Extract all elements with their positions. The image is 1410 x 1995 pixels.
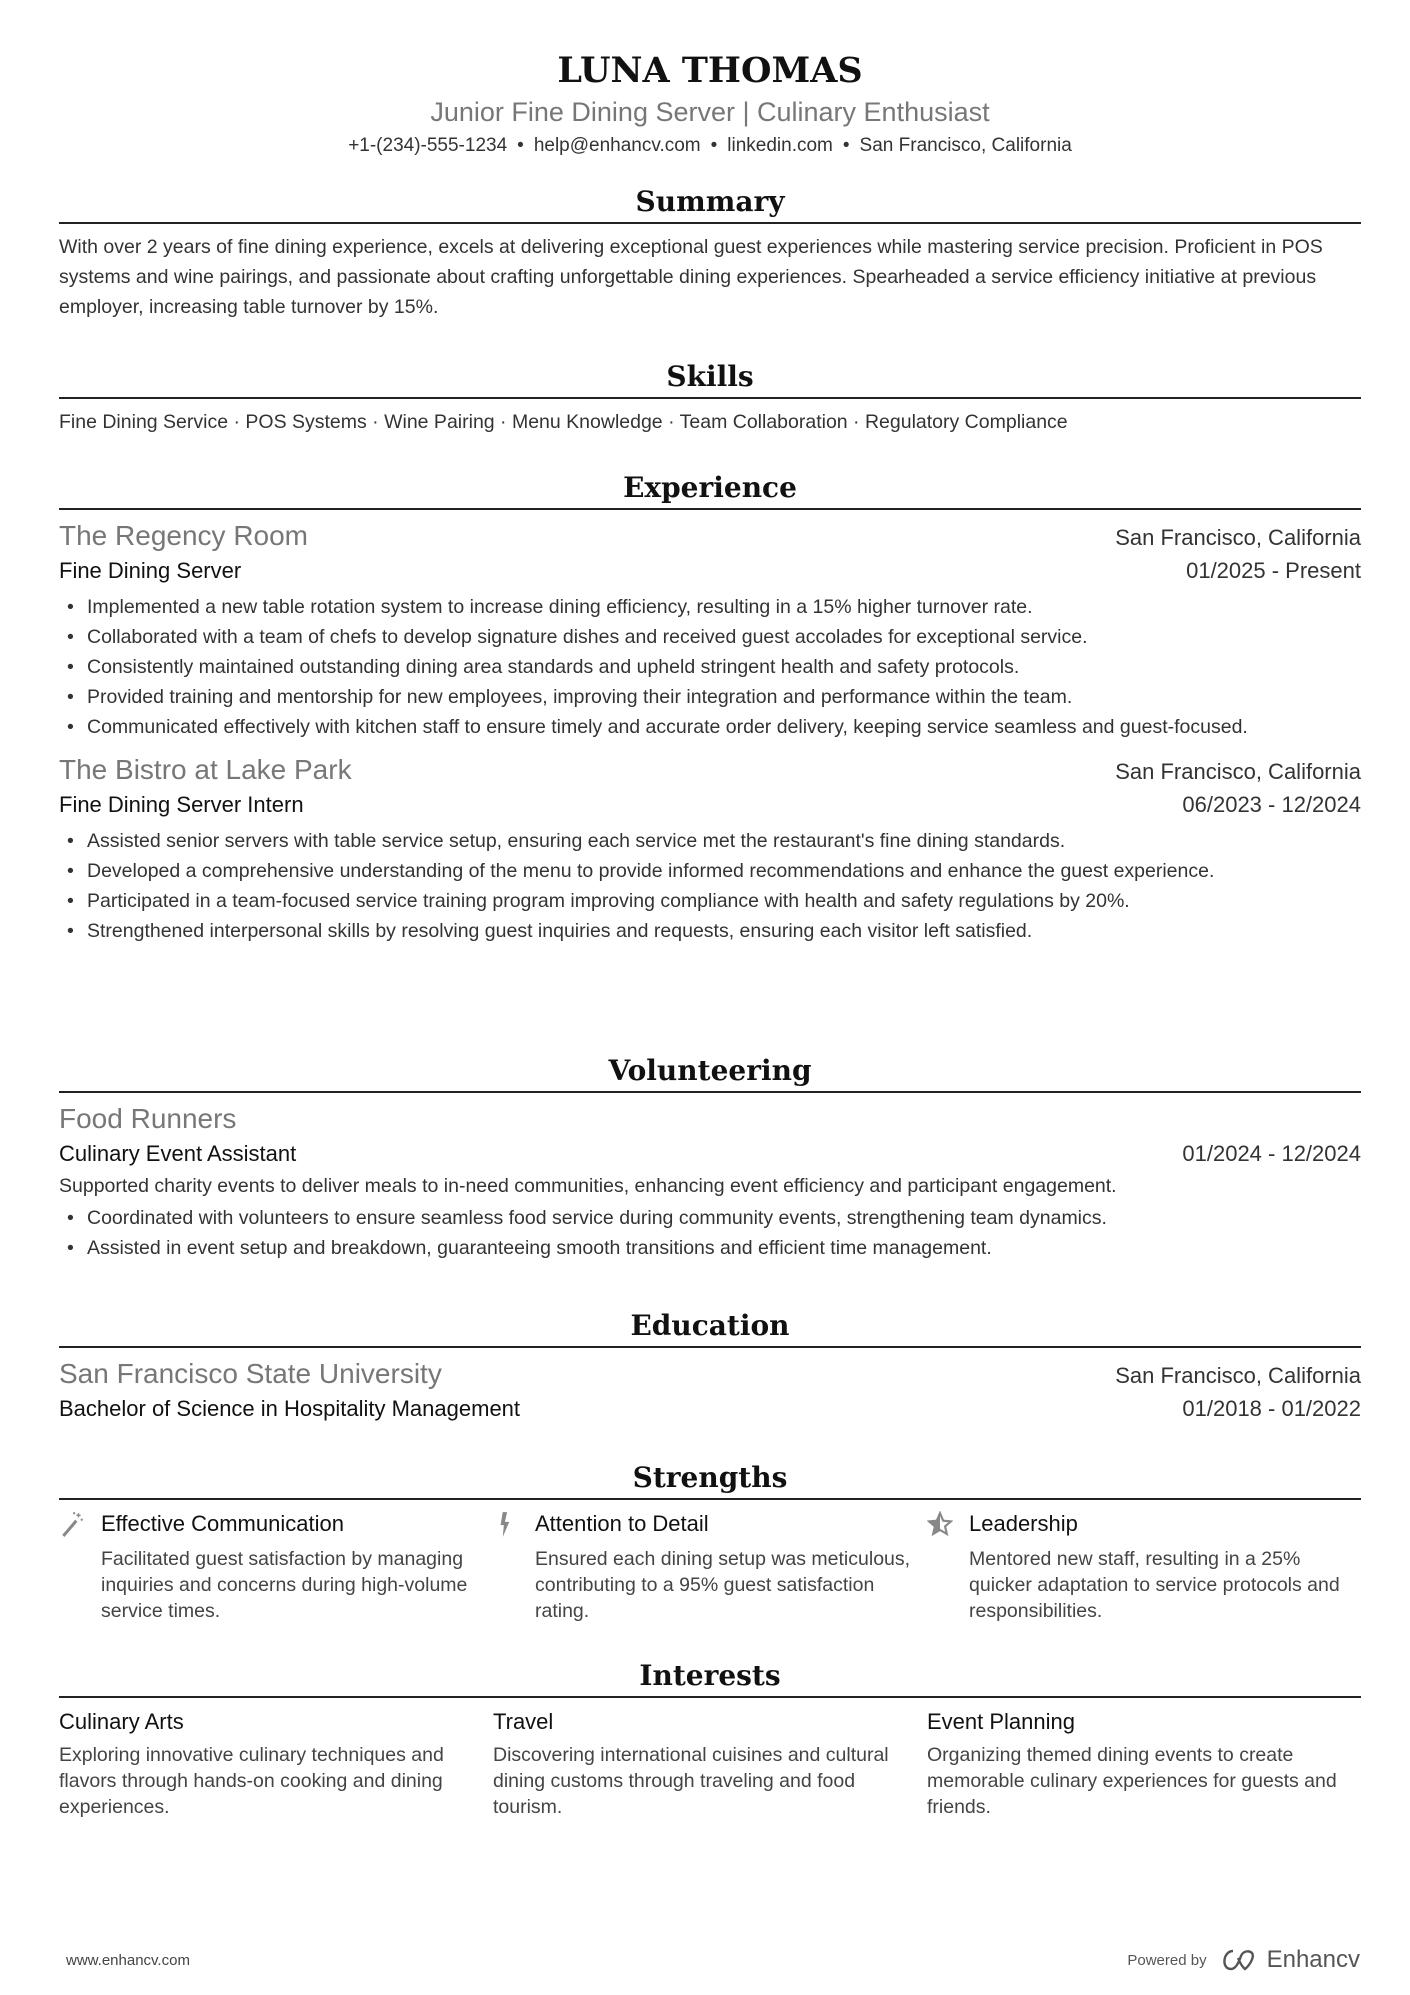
volunteering-section	[59, 1051, 1361, 1263]
education-dates: 01/2018 - 01/2022	[1182, 1396, 1361, 1421]
section-heading: Summary	[635, 185, 785, 218]
bullet: • Assisted in event setup and breakdown, guaranteeing smooth transitions and efficient time management.	[59, 1233, 1361, 1263]
bullet: • Strengthened interpersonal skills by resolving guest inquiries and requests, ensuring each visitor left satisfied.	[59, 916, 1361, 946]
strength-item	[493, 1508, 927, 1624]
contact-line: +1-(234)-555-1234 • help@enhancv.com • linkedin.com • San Francisco, California	[348, 135, 1072, 156]
bullet: • Participated in a team-focused service training program improving compliance with health and safety regulations by 20%.	[59, 886, 1361, 916]
bullet: • Implemented a new table rotation system to increase dining efficiency, resulting in a 15% higher turnover rate.	[59, 592, 1361, 622]
skills-text: Fine Dining Service · POS Systems · Wine Pairing · Menu Knowledge · Team Collaboration · Regulatory Compliance	[59, 411, 1068, 433]
interest-title: Culinary Arts	[59, 1709, 184, 1734]
volunteer-role: Culinary Event Assistant	[59, 1141, 297, 1166]
strengths-section	[59, 1458, 1361, 1624]
footer	[66, 1946, 1360, 1974]
interest-text: Organizing themed dining events to create memorable culinary experiences for guests and friends.	[927, 1744, 1337, 1818]
divider	[59, 1696, 1361, 1698]
linkedin[interactable]: linkedin.com	[727, 135, 833, 156]
interest-text: Exploring innovative culinary techniques and flavors through hands-on cooking and dining experiences.	[59, 1744, 444, 1818]
school-location: San Francisco, California	[1115, 1363, 1361, 1388]
company: The Bistro at Lake Park	[59, 754, 352, 785]
candidate-title: Junior Fine Dining Server | Culinary Enthusiast	[430, 97, 990, 127]
experience-section	[59, 468, 1361, 946]
section-heading: Volunteering	[608, 1054, 812, 1087]
education-section	[59, 1306, 1361, 1426]
strength-title: Leadership	[969, 1511, 1078, 1536]
section-heading: Education	[630, 1309, 790, 1342]
section-heading: Interests	[639, 1659, 781, 1692]
interest-text: Discovering international cuisines and cultural dining customs through traveling and food tourism.	[493, 1744, 889, 1818]
experience-item	[59, 752, 1361, 946]
interests-section	[59, 1656, 1361, 1820]
powered-by-label: Powered by	[1127, 1951, 1207, 1969]
bullet: • Provided training and mentorship for new employees, improving their integration and performance within the team.	[59, 682, 1361, 712]
strength-item	[59, 1508, 493, 1624]
section-heading: Experience	[623, 471, 797, 504]
location: San Francisco, California	[859, 135, 1072, 156]
divider	[59, 1091, 1361, 1093]
degree: Bachelor of Science in Hospitality Management	[59, 1396, 521, 1421]
lightning-icon	[493, 1511, 519, 1537]
job-role: Fine Dining Server Intern	[59, 792, 304, 817]
job-dates: 06/2023 - 12/2024	[1182, 792, 1361, 817]
bullet: • Assisted senior servers with table service setup, ensuring each service met the restaurant's fine dining standards.	[59, 826, 1361, 856]
job-location: San Francisco, California	[1115, 759, 1361, 784]
interest-item	[493, 1706, 927, 1820]
experience-item	[59, 518, 1361, 742]
interest-title: Event Planning	[927, 1709, 1075, 1734]
bullet: • Collaborated with a team of chefs to develop signature dishes and received guest accolades for exceptional service.	[59, 622, 1361, 652]
summary-text: With over 2 years of fine dining experience, excels at delivering exceptional guest experiences while mastering service precision. Proficient in POS systems and wine pairings, and passionate about crafting unforgettable dining experiences. Spearheaded a service efficiency initiative at previous employer, increasing table turnover by 15%.	[59, 236, 1323, 318]
enhancv-logo-icon	[1219, 1948, 1259, 1972]
job-dates: 01/2025 - Present	[1186, 558, 1361, 583]
bullet: • Developed a comprehensive understanding of the menu to provide informed recommendations and enhance the guest experience.	[59, 856, 1361, 886]
volunteer-dates: 01/2024 - 12/2024	[1182, 1141, 1361, 1166]
strength-text: Ensured each dining setup was meticulous, contributing to a 95% guest satisfaction rating.	[535, 1548, 911, 1622]
section-heading: Skills	[666, 360, 754, 393]
enhancv-logo[interactable]	[1219, 1946, 1360, 1974]
strength-text: Mentored new staff, resulting in a 25% quicker adaptation to service protocols and responsibilities.	[969, 1548, 1340, 1622]
interest-item	[927, 1706, 1361, 1820]
divider	[59, 508, 1361, 510]
divider	[59, 1346, 1361, 1348]
school: San Francisco State University	[59, 1358, 442, 1389]
organization: Food Runners	[59, 1103, 237, 1134]
strength-title: Attention to Detail	[535, 1511, 709, 1536]
divider	[59, 1498, 1361, 1500]
company: The Regency Room	[59, 520, 309, 551]
bullet: • Coordinated with volunteers to ensure seamless food service during community events, strengthening team dynamics.	[59, 1203, 1361, 1233]
job-role: Fine Dining Server	[59, 558, 242, 583]
footer-site-link[interactable]: www.enhancv.com	[66, 1951, 190, 1969]
bullet: • Consistently maintained outstanding dining area standards and upheld stringent health and safety protocols.	[59, 652, 1361, 682]
strength-text: Facilitated guest satisfaction by managing inquiries and concerns during high-volume service times.	[101, 1548, 468, 1622]
summary-section	[59, 182, 1361, 322]
phone: +1-(234)-555-1234	[348, 135, 508, 156]
divider	[59, 222, 1361, 224]
strength-title: Effective Communication	[101, 1511, 344, 1536]
skills-section	[59, 357, 1361, 437]
section-heading: Strengths	[632, 1461, 788, 1494]
strength-item	[927, 1508, 1361, 1624]
star-icon	[927, 1511, 953, 1537]
candidate-name: LUNA THOMAS	[557, 50, 863, 91]
email[interactable]: help@enhancv.com	[533, 135, 701, 156]
interest-item	[59, 1706, 493, 1820]
interest-title: Travel	[493, 1709, 554, 1734]
job-location: San Francisco, California	[1115, 525, 1361, 550]
volunteer-description: Supported charity events to deliver meals to in-need communities, enhancing event efficiency and participant engagement.	[59, 1175, 1117, 1197]
brand-name: Enhancv	[1266, 1946, 1360, 1973]
bullet: • Communicated effectively with kitchen staff to ensure timely and accurate order delivery, keeping service seamless and guest-focused.	[59, 712, 1361, 742]
divider	[59, 397, 1361, 399]
magic-wand-icon	[59, 1511, 85, 1537]
